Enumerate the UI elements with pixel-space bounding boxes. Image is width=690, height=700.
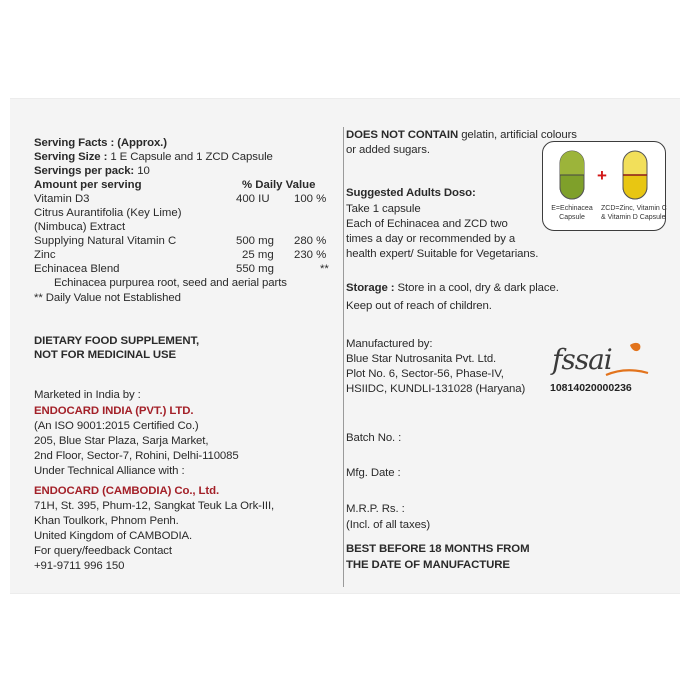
marketed-by: Marketed in India by : [34,389,141,401]
fssai-logo-icon [550,339,650,379]
storage-value: Store in a cool, dry & dark place. [397,282,559,294]
nutrient-amount: 550 mg [236,263,274,275]
mrp-note: (Incl. of all taxes) [346,519,431,531]
nutrient-amount: 500 mg [236,235,274,247]
nutrient-name: Zinc [34,249,56,261]
nutrient-name: (Nimbuca) Extract [34,221,126,233]
company1-name: ENDOCARD INDIA (PVT.) LTD. [34,405,194,417]
capsule-right-label [601,205,667,222]
dose-line: times a day or recommended by a [346,233,516,245]
batch-no: Batch No. : [346,432,402,444]
servings-per-pack-value: 10 [137,165,150,177]
fssai-license-number: 10814020000236 [550,382,632,394]
servings-per-pack-label: Servings per pack: [34,165,135,177]
amount-header: Amount per serving [34,179,142,191]
capsule-left-label-line: Capsule [559,213,585,221]
capsule-legend-box [542,141,666,231]
nutrient-name: Echinacea Blend [34,263,120,275]
company2-name: ENDOCARD (CAMBODIA) Co., Ltd. [34,485,220,497]
capsule-right-label-line: & Vitamin D Capsule [601,213,666,221]
zcd-capsule-icon [622,150,648,200]
contact-phone: +91-9711 996 150 [34,560,125,572]
suggested-dose-title: Suggested Adults Doso: [346,187,476,199]
nutrient-name: Citrus Aurantifolia (Key Lime) [34,207,182,219]
nutrient-dv: 280 % [294,235,327,247]
nutrient-dv: 100 % [294,193,327,205]
manufacturer-line: Plot No. 6, Sector-56, Phase-IV, [346,368,504,380]
nutrient-amount: 400 IU [236,193,270,205]
capsule-right-label-line: ZCD=Zinc, Vitamin C [601,205,667,212]
company1-line: 2nd Floor, Sector-7, Rohini, Delhi-110085 [34,450,239,462]
storage-line [346,282,559,295]
echinacea-note: Echinacea purpurea root, seed and aerial parts [54,277,287,289]
does-not-contain-line-2: or added sugars. [346,144,430,156]
storage-label: Storage : [346,282,395,294]
mrp: M.R.P. Rs. : [346,503,405,515]
dietary-line-1: DIETARY FOOD SUPPLEMENT, [34,335,200,347]
company1-line: (An ISO 9001:2015 Certified Co.) [34,420,199,432]
dietary-line-2: NOT FOR MEDICINAL USE [34,349,176,361]
dose-line: Each of Echinacea and ZCD two [346,218,508,230]
company2-line: United Kingdom of CAMBODIA. [34,530,193,542]
manufacturer-line: HSIIDC, KUNDLI-131028 (Haryana) [346,383,526,395]
capsule-left-label-line: E=Echinacea [551,205,593,212]
column-divider [343,127,344,587]
manufacturer-line: Blue Star Nutrosanita Pvt. Ltd. [346,353,497,365]
storage-line-2: Keep out of reach of children. [346,300,492,312]
does-not-contain-label: DOES NOT CONTAIN [346,129,459,141]
nutrient-name: Vitamin D3 [34,193,90,205]
dose-line: Take 1 capsule [346,203,421,215]
does-not-contain-line [346,129,577,142]
dv-note: ** Daily Value not Established [34,292,181,304]
dv-header: % Daily Value [242,179,316,191]
servings-per-pack-line [34,165,150,178]
mfg-date: Mfg. Date : [346,467,401,479]
company1-line: Under Technical Alliance with : [34,465,185,477]
manufactured-by: Manufactured by: [346,338,433,350]
company1-line: 205, Blue Star Plaza, Sarja Market, [34,435,209,447]
dose-line: health expert/ Suitable for Vegetarians. [346,248,539,260]
serving-facts-title: Serving Facts : (Approx.) [34,137,167,149]
company2-line: For query/feedback Contact [34,545,172,557]
serving-size-value: 1 E Capsule and 1 ZCD Capsule [110,151,273,163]
company2-line: Khan Toulkork, Phnom Penh. [34,515,179,527]
company2-line: 71H, St. 395, Phum-12, Sangkat Teuk La Ork-III, [34,500,275,512]
nutrient-name: Supplying Natural Vitamin C [34,235,177,247]
plus-icon: + [597,166,607,185]
best-before-line-2: THE DATE OF MANUFACTURE [346,559,510,571]
echinacea-capsule-icon [559,150,585,200]
best-before-line-1: BEST BEFORE 18 MONTHS FROM [346,543,530,555]
capsule-left-label [547,205,597,222]
svg-text:fssai: fssai [552,343,612,376]
carton-panel [10,98,680,594]
does-not-contain-value: gelatin, artificial colours [461,129,577,141]
nutrient-dv: 230 % [294,249,327,261]
serving-size-label: Serving Size : [34,151,108,163]
serving-size-line [34,151,273,164]
nutrient-dv: ** [320,263,329,275]
nutrient-amount: 25 mg [242,249,274,261]
